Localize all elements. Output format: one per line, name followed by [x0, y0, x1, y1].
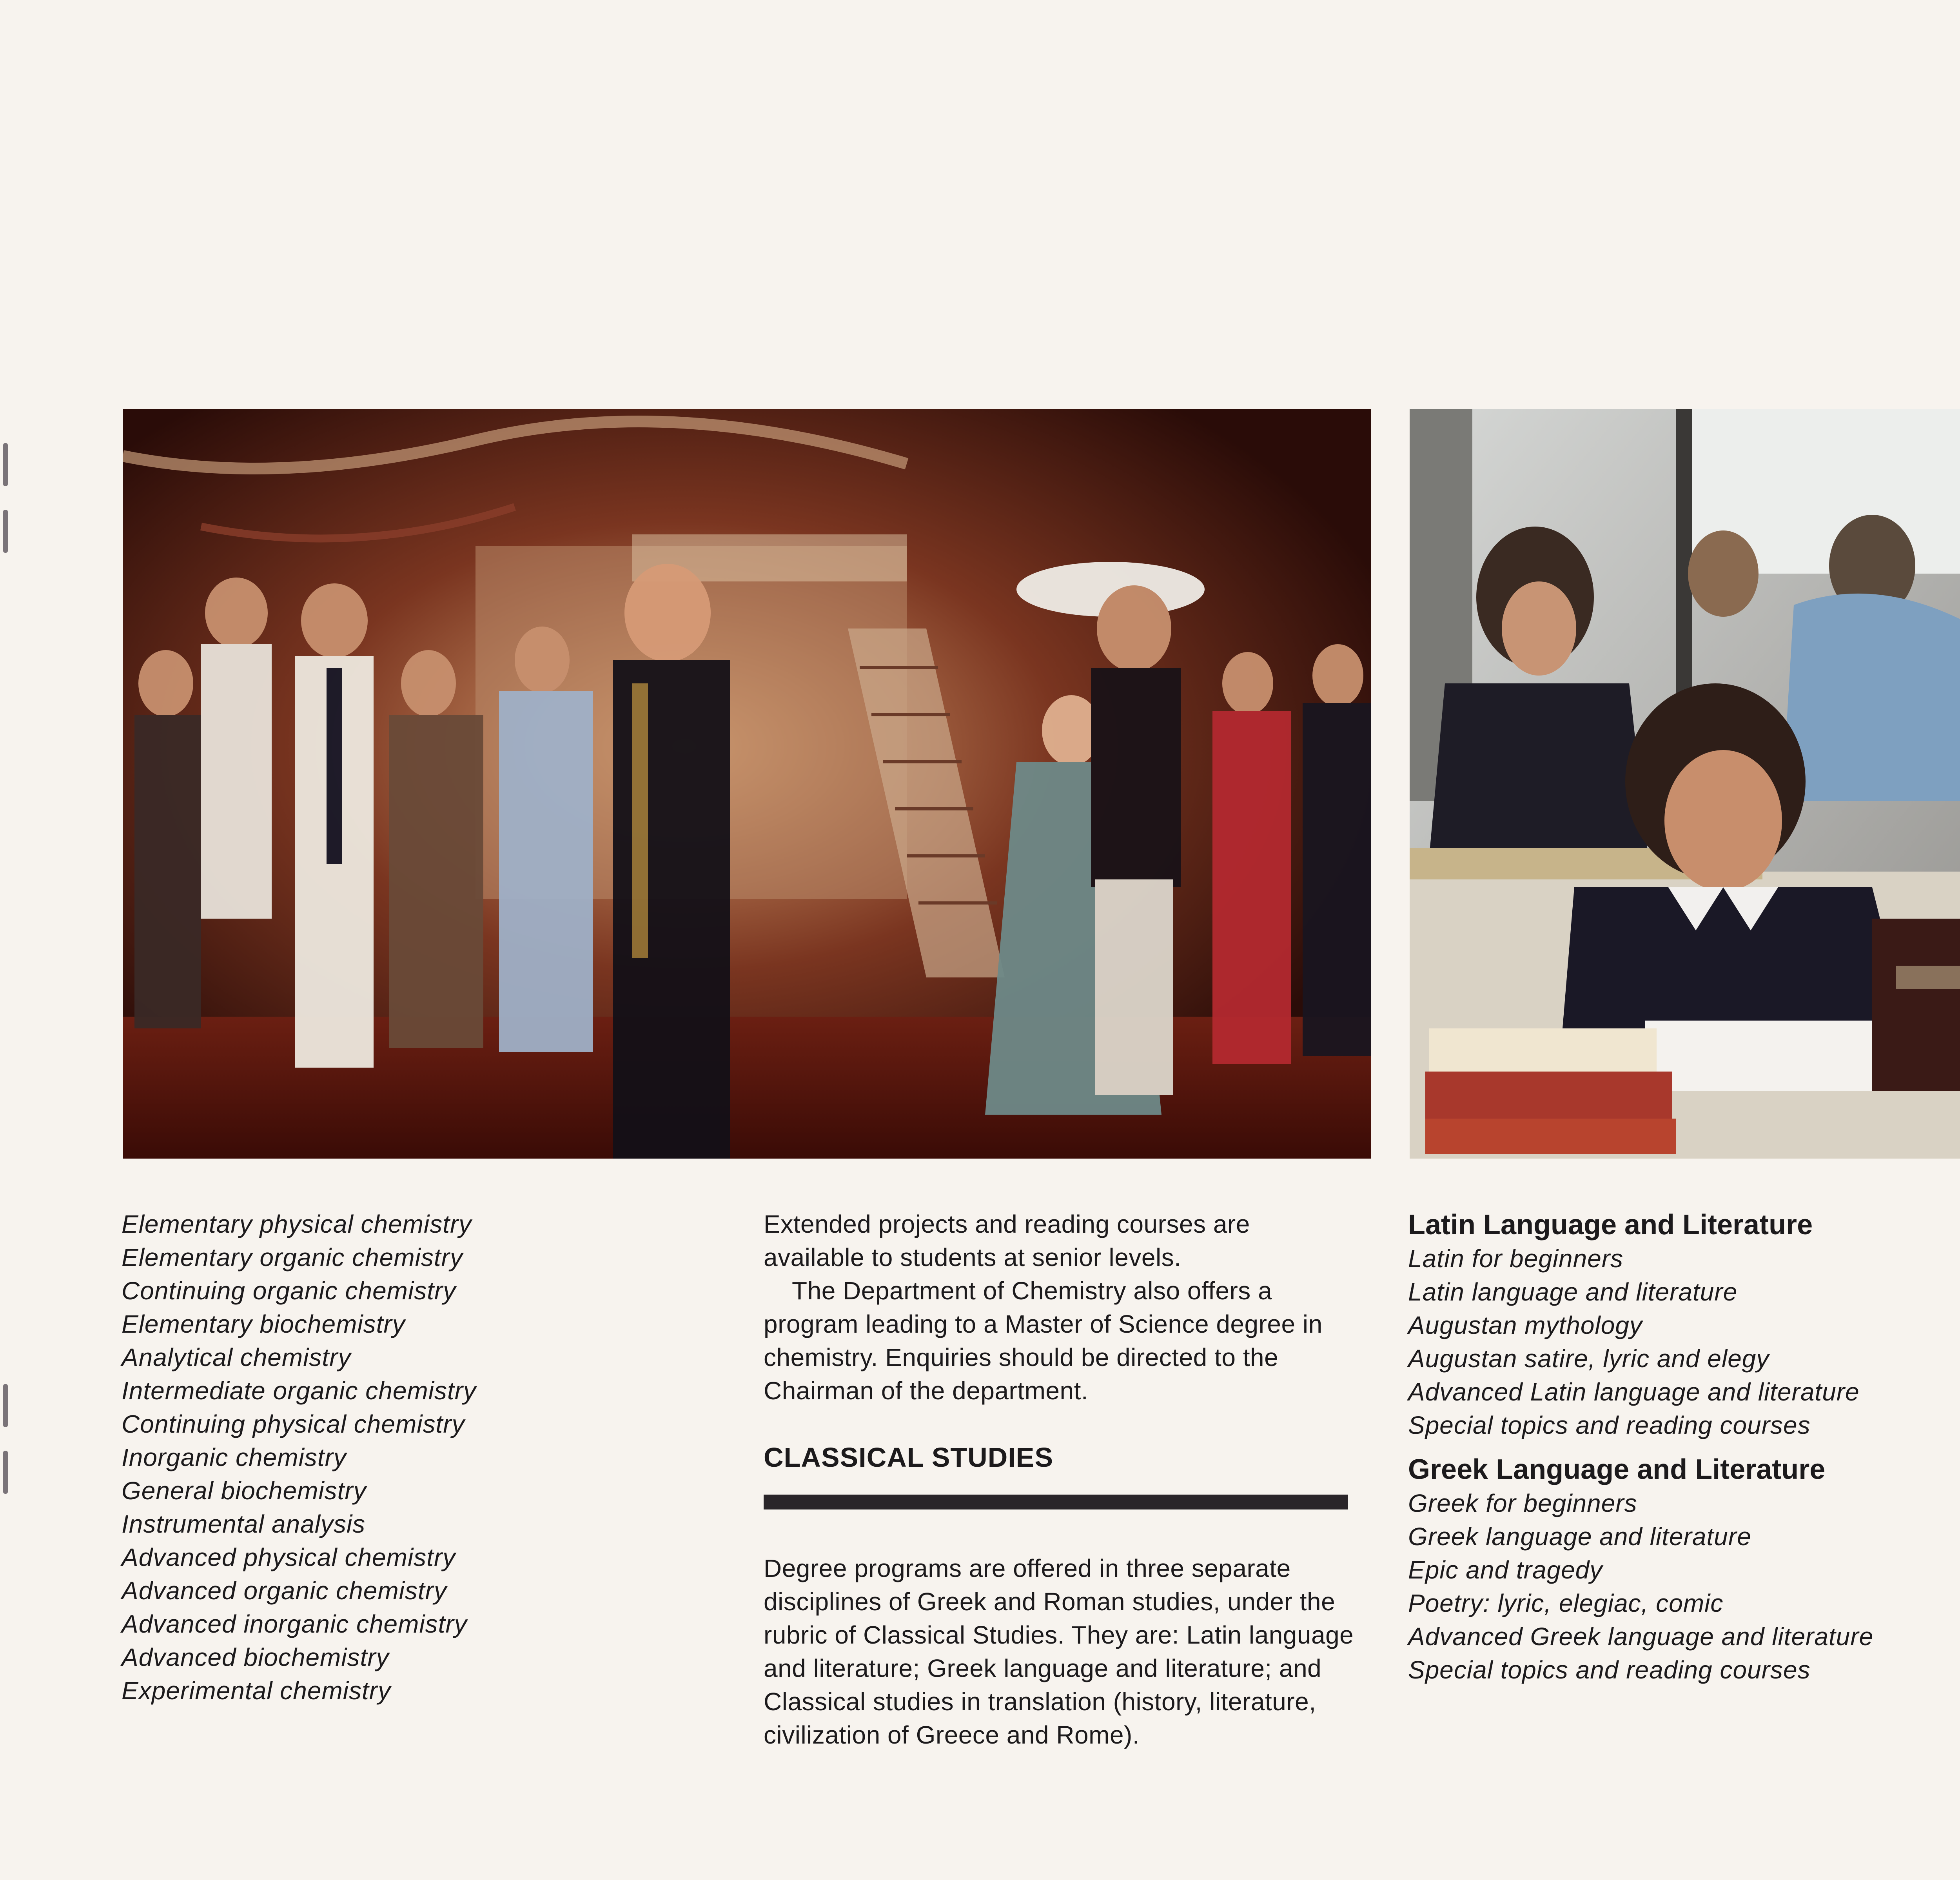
course-item: Latin for beginners	[1408, 1244, 1624, 1273]
course-item: Special topics and reading courses	[1408, 1411, 1811, 1439]
binding-mark	[3, 443, 8, 486]
course-item: Continuing physical chemistry	[122, 1410, 465, 1438]
course-item: Analytical chemistry	[122, 1343, 351, 1371]
course-item: Inorganic chemistry	[122, 1443, 347, 1471]
course-item: General biochemistry	[122, 1477, 367, 1505]
section-title-classical-studies: CLASSICAL STUDIES	[764, 1442, 1054, 1473]
course-item: Advanced biochemistry	[122, 1643, 389, 1671]
binding-mark	[3, 510, 8, 553]
binding-mark	[3, 1384, 8, 1427]
course-item: Advanced inorganic chemistry	[122, 1610, 467, 1638]
course-item: Elementary organic chemistry	[122, 1243, 463, 1271]
course-item: Latin language and literature	[1408, 1278, 1738, 1306]
middle-text-column	[764, 1208, 1356, 1752]
course-item: Intermediate organic chemistry	[122, 1377, 477, 1405]
course-item: Special topics and reading courses	[1408, 1656, 1811, 1684]
course-item: Augustan satire, lyric and elegy	[1408, 1344, 1769, 1373]
course-item: Experimental chemistry	[122, 1677, 391, 1705]
paragraph-extended-projects: Extended projects and reading courses are available to students at senior levels.	[764, 1210, 1250, 1271]
latin-heading: Latin Language and Literature	[1408, 1209, 1813, 1241]
course-item: Greek language and literature	[1408, 1522, 1751, 1551]
binding-mark	[3, 1451, 8, 1494]
paragraph-master-of-science: The Department of Chemistry also offers a program leading to a Master of Science degree in chemistry. Enquiries should be directed to the Chairman of the department.	[764, 1277, 1323, 1405]
course-item: Advanced organic chemistry	[122, 1577, 447, 1605]
course-item: Advanced physical chemistry	[122, 1543, 456, 1571]
theatre-stage-photo	[123, 409, 1371, 1159]
course-item: Instrumental analysis	[122, 1510, 366, 1538]
library-study-photo	[1410, 409, 1960, 1159]
course-item: Elementary biochemistry	[122, 1310, 405, 1338]
course-item: Advanced Latin language and literature	[1408, 1378, 1860, 1406]
course-item: Greek for beginners	[1408, 1489, 1637, 1517]
course-item: Epic and tragedy	[1408, 1556, 1603, 1584]
chemistry-course-list	[122, 1208, 729, 1707]
section-divider	[764, 1495, 1348, 1509]
course-item: Continuing organic chemistry	[122, 1277, 456, 1305]
paragraph-degree-programs: Degree programs are offered in three separate disciplines of Greek and Roman studies, under the rubric of Classical Studies. They are: Latin language and literature; Greek language and literature; and Classical studies in translation (history, literature, civilization of Greece and Rome).	[764, 1554, 1354, 1749]
course-item: Augustan mythology	[1408, 1311, 1642, 1339]
classics-course-list	[1408, 1208, 1960, 1687]
course-item: Elementary physical chemistry	[122, 1210, 472, 1238]
greek-heading: Greek Language and Literature	[1408, 1454, 1826, 1485]
course-item: Poetry: lyric, elegiac, comic	[1408, 1589, 1724, 1617]
course-item: Advanced Greek language and literature	[1408, 1622, 1874, 1651]
